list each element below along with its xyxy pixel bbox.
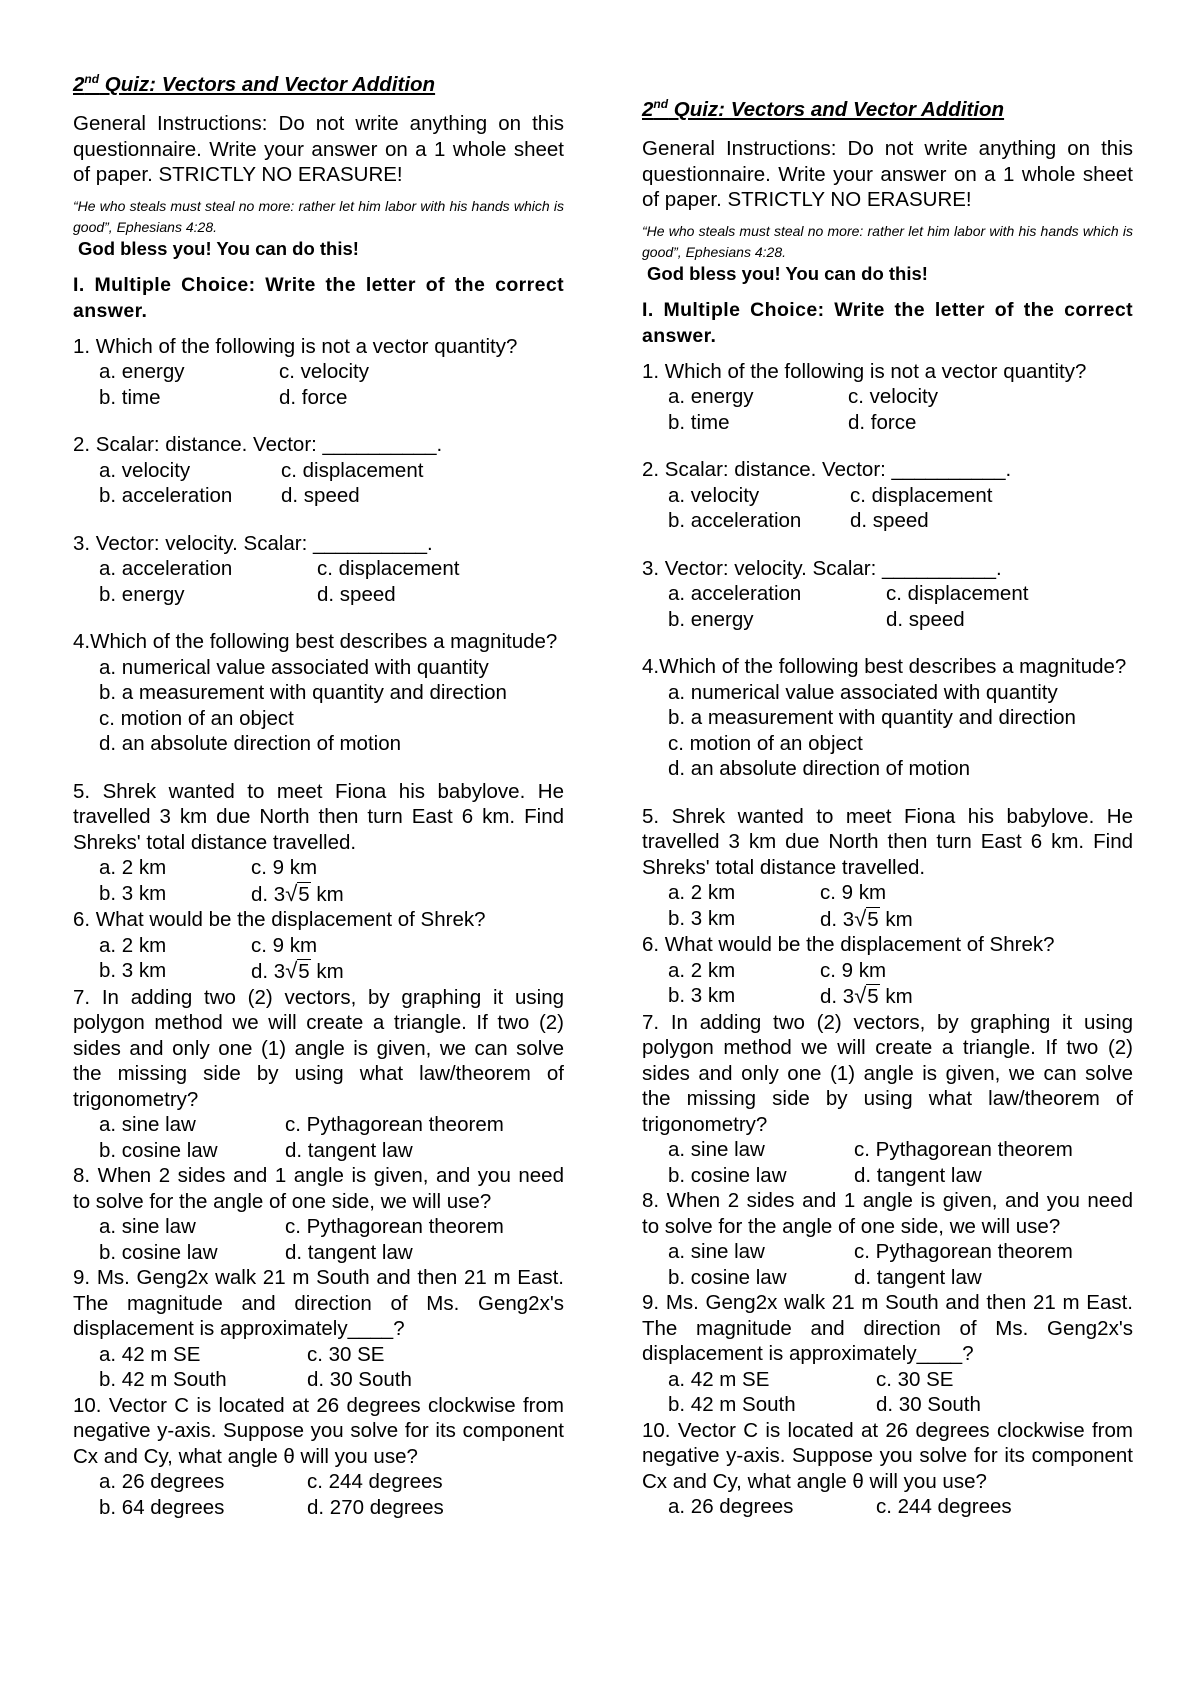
option-b: b. acceleration (99, 484, 233, 507)
option-d-label: d. 3 (820, 907, 855, 931)
option-c: c. Pythagorean theorem (285, 1113, 504, 1136)
question-4 (73, 629, 564, 757)
option-b: b. 3 km (99, 881, 167, 905)
title-ordinal-suffix: nd (84, 72, 100, 87)
option-c: c. 9 km (820, 881, 887, 904)
option-a: a. 2 km (668, 958, 736, 982)
question-text: 3. Vector: velocity. Scalar: __________. (642, 556, 1002, 580)
question-5 (73, 779, 564, 908)
option-c: c. velocity (279, 360, 369, 383)
options (668, 384, 1133, 435)
option-b: b. energy (668, 607, 754, 631)
question-text: 2. Scalar: distance. Vector: __________. (73, 433, 443, 456)
option-a: a. energy (99, 360, 185, 383)
question-text: 8. When 2 sides and 1 angle is given, and you need to solve for the angle of one side, we will use? (642, 1189, 1133, 1238)
option-c: c. displacement (317, 557, 460, 580)
question-7 (642, 1010, 1133, 1189)
option-c: c. displacement (850, 483, 993, 507)
option-b: b. cosine law (668, 1163, 787, 1187)
option-c: c. Pythagorean theorem (854, 1240, 1073, 1263)
option-a: a. acceleration (668, 582, 802, 605)
option-d: d. speed (850, 509, 929, 532)
option-a: a. acceleration (99, 557, 233, 580)
question-text: 3. Vector: velocity. Scalar: __________. (73, 531, 433, 555)
question-2 (73, 432, 564, 509)
quiz-title (73, 72, 564, 98)
blessing-line: God bless you! You can do this! (78, 237, 359, 259)
options (99, 933, 564, 985)
option-d (251, 958, 564, 985)
question-5 (642, 804, 1133, 933)
section-heading: I. Multiple Choice: Write the letter of the correct answer. (642, 298, 1133, 347)
question-6 (642, 932, 1133, 1010)
options (99, 855, 564, 907)
option-d (820, 906, 1133, 933)
general-instructions: General Instructions: Do not write anything on this questionnaire. Write your answer on a 1 whole sheet of paper. STRICTLY NO ERASURE! (73, 112, 564, 186)
option-d: d. an absolute direction of motion (668, 757, 970, 780)
option-c: c. 30 SE (307, 1342, 385, 1366)
question-1 (642, 359, 1133, 436)
options (99, 458, 564, 509)
option-a: a. 26 degrees (668, 1495, 794, 1518)
question-8 (642, 1188, 1133, 1290)
square-root (854, 983, 879, 1010)
question-text: 9. Ms. Geng2x walk 21 m South and then 21 m East. The magnitude and direction of Ms. Geng2x's displacement is approximately____? (73, 1266, 564, 1340)
title-number: 2 (73, 73, 85, 96)
option-a: a. 26 degrees (99, 1470, 225, 1493)
option-d: d. tangent law (854, 1265, 982, 1289)
option-d-label: d. 3 (251, 882, 286, 906)
options (668, 483, 1133, 534)
option-c: c. 9 km (251, 856, 318, 879)
option-c: c. 244 degrees (876, 1495, 1012, 1518)
radicand: 5 (298, 960, 310, 983)
question-text: 7. In adding two (2) vectors, by graphing it using polygon method we will create a triangle. If two (2) sides and only one (1) angle is given, we can solve the missing side by using what law/theorem of trigonometry? (642, 1010, 1133, 1136)
option-d: d. 30 South (307, 1368, 412, 1391)
bible-verse: “He who steals must steal no more: rather let him labor with his hands which is good”, Ephesians 4:28. (73, 197, 564, 235)
radicand: 5 (867, 985, 879, 1008)
options (668, 1239, 1133, 1290)
option-b: b. acceleration (668, 509, 802, 532)
question-text: 7. In adding two (2) vectors, by graphing it using polygon method we will create a triangle. If two (2) sides and only one (1) angle is given, we can solve the missing side by using what law/theorem of trigonometry? (73, 985, 564, 1111)
title-text: Quiz: Vectors and Vector Addition (668, 98, 1005, 121)
bible-verse: “He who steals must steal no more: rather let him labor with his hands which is good”, Ephesians 4:28. (642, 222, 1133, 260)
question-text: 1. Which of the following is not a vector quantity? (73, 334, 518, 358)
quiz-column-right (642, 97, 1133, 1520)
option-a: a. numerical value associated with quantity (668, 680, 1058, 704)
option-c: c. 9 km (820, 958, 887, 982)
radicand: 5 (298, 882, 310, 906)
option-d-label: d. 3 (251, 960, 286, 983)
question-3 (642, 556, 1133, 633)
question-text: 1. Which of the following is not a vector quantity? (642, 359, 1087, 383)
option-b: b. 42 m South (99, 1368, 227, 1391)
option-c: c. displacement (281, 458, 424, 482)
radical-sign: √ (285, 880, 298, 906)
option-b: b. 64 degrees (99, 1495, 225, 1519)
option-c: c. velocity (848, 385, 938, 408)
option-d: d. speed (281, 484, 360, 507)
option-d: d. tangent law (854, 1163, 982, 1187)
options (99, 1342, 564, 1393)
title-ordinal-suffix: nd (653, 97, 669, 112)
quiz-title (642, 97, 1133, 123)
question-text: 6. What would be the displacement of Shrek? (642, 933, 1055, 956)
option-b: b. 3 km (99, 959, 167, 982)
option-d: d. force (848, 410, 917, 434)
option-d: d. force (279, 385, 348, 409)
radicand: 5 (867, 907, 879, 931)
option-b: b. a measurement with quantity and direction (668, 706, 1076, 729)
option-a: a. sine law (668, 1138, 765, 1161)
option-a: a. sine law (99, 1215, 196, 1238)
quiz-column-left (73, 72, 564, 1520)
options (668, 1494, 1133, 1520)
option-d: d. 30 South (876, 1393, 981, 1416)
option-d (251, 881, 564, 908)
question-4 (642, 654, 1133, 782)
question-10 (73, 1393, 564, 1521)
option-b: b. cosine law (99, 1138, 218, 1162)
options (668, 1137, 1133, 1188)
option-d: d. an absolute direction of motion (99, 732, 401, 755)
question-9 (73, 1265, 564, 1393)
question-6 (73, 907, 564, 985)
option-c: c. 9 km (251, 933, 318, 957)
question-10 (642, 1418, 1133, 1520)
options (99, 1112, 564, 1163)
option-a: a. 42 m SE (668, 1367, 770, 1391)
option-c: c. 30 SE (876, 1367, 954, 1391)
option-b: b. cosine law (668, 1265, 787, 1289)
options (668, 880, 1133, 932)
question-text: 2. Scalar: distance. Vector: __________. (642, 458, 1012, 481)
question-3 (73, 531, 564, 608)
option-d (820, 983, 1133, 1010)
question-7 (73, 985, 564, 1164)
option-b: b. time (668, 410, 730, 434)
square-root (285, 881, 310, 908)
question-text: 4.Which of the following best describes a magnitude? (642, 655, 1127, 678)
option-b: b. 3 km (668, 906, 736, 930)
radical-sign: √ (854, 905, 867, 931)
option-d: d. tangent law (285, 1240, 413, 1264)
option-c: c. displacement (886, 582, 1029, 605)
option-a: a. numerical value associated with quantity (99, 655, 489, 679)
option-d: d. 270 degrees (307, 1495, 444, 1519)
question-text: 8. When 2 sides and 1 angle is given, and you need to solve for the angle of one side, we will use? (73, 1164, 564, 1213)
option-d: d. speed (886, 607, 965, 631)
option-b: b. 42 m South (668, 1393, 796, 1416)
option-c: c. motion of an object (99, 706, 294, 730)
options (99, 655, 564, 757)
question-text: 9. Ms. Geng2x walk 21 m South and then 21 m East. The magnitude and direction of Ms. Geng2x's displacement is approximately____? (642, 1291, 1133, 1365)
question-text: 4.Which of the following best describes a magnitude? (73, 630, 558, 653)
option-a: a. velocity (668, 483, 760, 507)
option-d-unit: km (879, 907, 913, 931)
option-c: c. Pythagorean theorem (854, 1138, 1073, 1161)
options (668, 581, 1133, 632)
radical-sign: √ (854, 983, 867, 1008)
option-b: b. 3 km (668, 984, 736, 1007)
options (668, 958, 1133, 1010)
blessing-line: God bless you! You can do this! (647, 262, 928, 284)
question-8 (73, 1163, 564, 1265)
option-c: c. 244 degrees (307, 1470, 443, 1493)
option-b: b. cosine law (99, 1240, 218, 1264)
title-number: 2 (642, 98, 654, 121)
option-d: d. tangent law (285, 1138, 413, 1162)
options (668, 1367, 1133, 1418)
option-d-unit: km (310, 882, 344, 906)
option-a: a. 2 km (668, 881, 736, 904)
radical-sign: √ (285, 958, 298, 983)
options (99, 556, 564, 607)
option-a: a. energy (668, 385, 754, 408)
square-root (854, 906, 879, 933)
option-c: c. Pythagorean theorem (285, 1215, 504, 1238)
options (668, 680, 1133, 782)
title-text: Quiz: Vectors and Vector Addition (99, 73, 436, 96)
question-text: 6. What would be the displacement of Shrek? (73, 908, 486, 931)
option-d-unit: km (310, 960, 344, 983)
option-c: c. motion of an object (668, 731, 863, 755)
question-1 (73, 334, 564, 411)
option-a: a. 42 m SE (99, 1342, 201, 1366)
option-b: b. energy (99, 582, 185, 606)
option-d-label: d. 3 (820, 985, 855, 1008)
question-text: 10. Vector C is located at 26 degrees clockwise from negative y-axis. Suppose you solve for its component Cx and Cy, what angle θ will you use? (642, 1418, 1133, 1493)
options (99, 1469, 564, 1520)
option-b: b. time (99, 385, 161, 409)
section-heading: I. Multiple Choice: Write the letter of the correct answer. (73, 273, 564, 322)
square-root (285, 958, 310, 985)
option-d: d. speed (317, 582, 396, 606)
option-a: a. 2 km (99, 856, 167, 879)
option-a: a. sine law (99, 1113, 196, 1136)
question-text: 5. Shrek wanted to meet Fiona his babylove. He travelled 3 km due North then turn East 6 km. Find Shreks' total distance travelled. (73, 779, 564, 854)
option-a: a. 2 km (99, 933, 167, 957)
options (99, 1214, 564, 1265)
option-d-unit: km (879, 985, 913, 1008)
options (99, 359, 564, 410)
question-text: 5. Shrek wanted to meet Fiona his babylove. He travelled 3 km due North then turn East 6 km. Find Shreks' total distance travelled. (642, 804, 1133, 879)
question-2 (642, 457, 1133, 534)
general-instructions: General Instructions: Do not write anything on this questionnaire. Write your answer on a 1 whole sheet of paper. STRICTLY NO ERASURE! (642, 137, 1133, 211)
option-b: b. a measurement with quantity and direction (99, 681, 507, 704)
question-9 (642, 1290, 1133, 1418)
question-text: 10. Vector C is located at 26 degrees clockwise from negative y-axis. Suppose you solve for its component Cx and Cy, what angle θ will you use? (73, 1393, 564, 1468)
option-a: a. sine law (668, 1240, 765, 1263)
option-a: a. velocity (99, 458, 191, 482)
